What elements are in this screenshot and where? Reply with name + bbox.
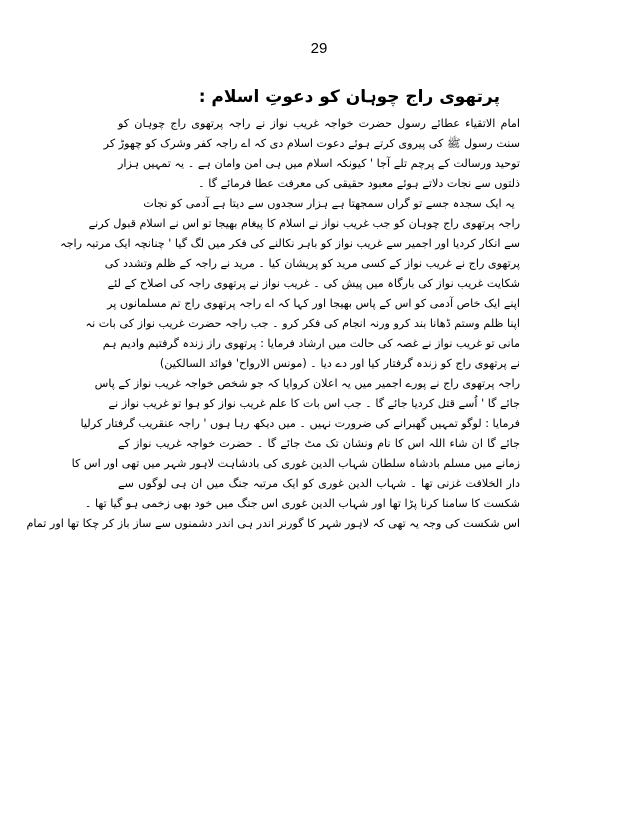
text-line: اپنے ایک خاص آدمی کو اس کے پاس بھیجا اور کہا کہ اے راجہ پرتھوی راج تم مسلمانوں پر bbox=[107, 297, 520, 310]
text-line: جائے گا ان شاء اللہ اس کا نام ونشان تک مٹ جائے گا ۔ حضرت خواجہ غریب نواز کے bbox=[118, 437, 520, 450]
page-title: پرتھوی راج چوہان کو دعوتِ اسلام : bbox=[198, 87, 500, 107]
text-line: سے انکار کردیا اور اجمیر سے غریب نواز کو باہر نکالنے کی فکر میں لگ گیا ' چنانچہ ایک مرتبہ راجہ bbox=[60, 237, 520, 250]
page-number: 29 bbox=[310, 40, 328, 57]
text-line: مانی تو غریب نواز نے غصہ کی حالت میں ارشاد فرمایا : پرتھوی راز زندہ گرفتیم وادیم ہم bbox=[102, 337, 520, 350]
text-line: شکست کا سامنا کرنا پڑا تھا اور شہاب الدین غوری اس جنگ میں خود بھی زخمی ہو گیا تھا ۔ bbox=[84, 497, 520, 510]
body-text bbox=[26, 114, 520, 534]
text-line: دار الخلافت غزنی تھا ۔ شہاب الدین غوری کو ایک مرتبہ جنگ میں ان ہی لوگوں سے bbox=[118, 477, 520, 490]
text-line: اس شکست کی وجہ یہ تھی کہ لاہور شہر کا گورنر اندر ہی اندر دشمنوں سے ساز باز کر چکا تھا اور تمام bbox=[26, 517, 520, 530]
text-line: شکایت غریب نواز کی بارگاہ میں پیش کی ۔ غریب نواز نے پرتھوی راجہ کی اصلاح کے لئے bbox=[107, 277, 520, 290]
text-line: ذلتوں سے نجات دلاتے ہوئے معبود حقیقی کی معرفت عطا فرمائے گا ۔ bbox=[198, 177, 520, 190]
text-line: جائے گا ' اُسے قتل کردیا جائے گا ۔ جب اس بات کا علم غریب نواز کو ہوا تو غریب نواز نے bbox=[108, 397, 520, 410]
text-line: فرمایا : لوگو تمہیں گھبرانے کی ضرورت نہیں ۔ میں دیکھ رہا ہوں ' راجہ عنقریب گرفتار کرلیا bbox=[80, 417, 520, 430]
text-line: زمانے میں مسلم بادشاہ سلطان شہاب الدین غوری کی بادشاہت لاہور شہر میں تھی اور اس کا bbox=[71, 457, 520, 470]
text-line: پرتھوی راج نے غریب نواز کے کسی مرید کو پریشان کیا ۔ مرید نے راجہ کے ظلم وتشدد کی bbox=[104, 257, 520, 270]
text-line: نے پرتھوی راج کو زندہ گرفتار کیا اور دے دیا ۔ (مونس الارواح' فوائد السالکین) bbox=[159, 357, 520, 370]
text-line: امام الاتقیاء عطائے رسول حضرت خواجہ غریب نواز نے راجہ پرتھوی راج چوہان کو bbox=[118, 117, 520, 130]
text-line: اپنا ظلم وستم ڈھانا بند کرو ورنہ انجام کی فکر کرو ۔ جب راجہ حضرت غریب نواز کی بات نہ bbox=[85, 317, 520, 330]
text-line: راجہ پرتھوی راج چوہان کو جب غریب نواز نے اسلام کا پیغام بھیجا تو اس نے اسلام قبول کرنے bbox=[88, 217, 520, 230]
text-line: سنت رسول ﷺ کی پیروی کرتے ہوئے دعوت اسلام دی کہ اے راجہ کفر وشرک کو چھوڑ کر bbox=[103, 137, 520, 150]
text-line: توحید ورسالت کے پرچم تلے آجا ' کیونکہ اسلام میں ہی امن وامان ہے ۔ یہ تمہیں ہزار bbox=[118, 157, 520, 170]
poetry-couplet: یہ ایک سجدہ جسے تو گراں سمجھتا ہے ہزار سجدوں سے دیتا ہے آدمی کو نجات bbox=[143, 197, 515, 210]
text-line: راجہ پرتھوی راج نے پورے اجمیر میں یہ اعلان کروایا کہ جو شخص خواجہ غریب نواز کے پاس bbox=[94, 377, 520, 390]
